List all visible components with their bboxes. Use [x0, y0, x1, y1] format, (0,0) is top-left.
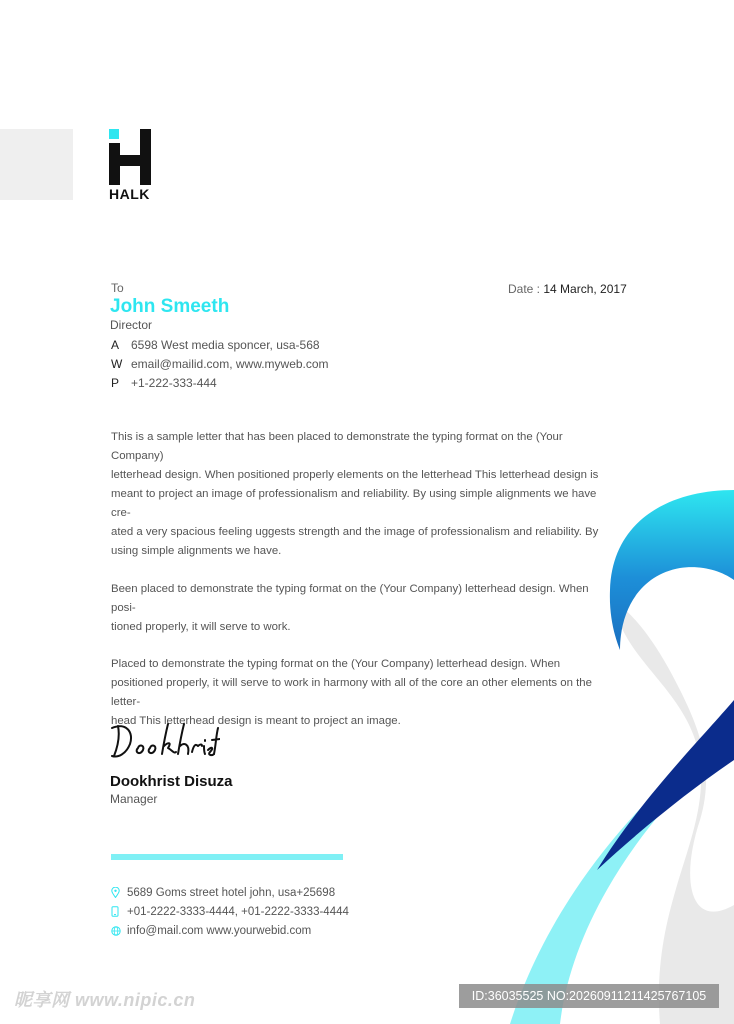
body-line: letterhead design. When positioned properly elements on the letterhead This letterhead design is [111, 469, 599, 481]
letter-body [111, 428, 611, 750]
body-line: meant to project an image of professionalism and reliability. By using simple alignments we have cre- [111, 488, 597, 519]
recipient-title: Director [110, 318, 153, 332]
to-label: To [111, 281, 124, 295]
location-pin-icon [111, 887, 127, 898]
body-line: This is a sample letter that has been placed to demonstrate the typing format on the (Your Company) [111, 431, 563, 462]
footer-address-text: 5689 Goms street hotel john, usa+25698 [127, 887, 336, 899]
recipient-phone [111, 376, 217, 390]
footer-phone [111, 906, 349, 918]
halk-logo-icon [109, 129, 153, 185]
watermark-id-banner: ID:36035525 NO:20260911211425767105 [459, 984, 719, 1008]
navy-swoosh [597, 700, 734, 870]
gray-swoosh [614, 600, 734, 1024]
body-paragraph [111, 580, 611, 637]
contact-key: W [111, 357, 123, 371]
sender-title: Manager [110, 792, 158, 806]
handwritten-signature [108, 718, 220, 764]
contact-key: A [111, 338, 120, 352]
body-line: using simple alignments we have. [111, 545, 282, 557]
contact-value: 6598 West media sponcer, usa-568 [131, 338, 320, 352]
date-line [508, 282, 627, 296]
footer-web-text: info@mail.com www.yourwebid.com [127, 925, 312, 937]
date-label: Date : [508, 282, 541, 296]
header-gray-block [0, 129, 73, 200]
body-line: ated a very spacious feeling uggests strength and the image of professionalism and reliability. By [111, 526, 599, 538]
company-logo [109, 129, 157, 205]
contact-key: P [111, 376, 120, 390]
body-line: head This letterhead design is meant to project an image. [111, 715, 401, 727]
logo-text: HALK [109, 186, 150, 202]
body-line: positioned properly, it will serve to work in harmony with all of the core an other elements on the letter- [111, 677, 592, 708]
recipient-name: John Smeeth [110, 296, 230, 317]
phone-icon [111, 906, 127, 917]
recipient-web [111, 357, 329, 371]
contact-value: +1-222-333-444 [131, 376, 217, 390]
globe-icon [111, 926, 127, 936]
footer-address [111, 887, 335, 899]
sender-name: Dookhrist Disuza [110, 773, 233, 790]
date-value: 14 March, 2017 [543, 282, 627, 296]
watermark-left: 昵享网 www.nipic.cn [14, 990, 196, 1010]
body-line: tioned properly, it will serve to work. [111, 620, 291, 633]
footer-web [111, 925, 311, 937]
footer-accent-bar [111, 854, 343, 860]
body-line: Placed to demonstrate the typing format on the (Your Company) letterhead design. When [111, 658, 561, 670]
body-line: Been placed to demonstrate the typing format on the (Your Company) letterhead design. When posi- [111, 582, 589, 614]
footer-phone-text: +01-2222-3333-4444, +01-2222-3333-4444 [127, 906, 349, 918]
body-paragraph [111, 428, 611, 561]
contact-value: email@mailid.com, www.myweb.com [131, 357, 329, 371]
recipient-address [111, 338, 320, 352]
